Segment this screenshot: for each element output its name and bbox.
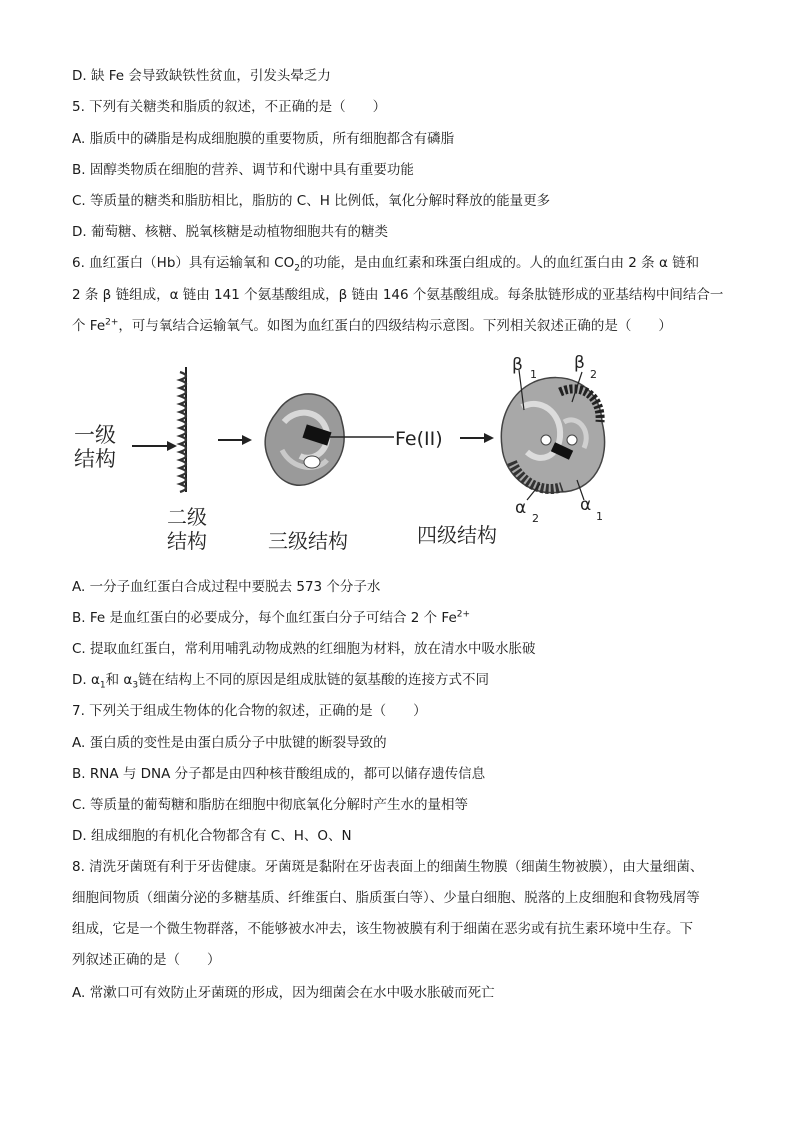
primary-structure-label-1: 一级: [74, 423, 116, 447]
question-8-stem-line2: 细胞间物质（细菌分泌的多糖基质、纤维蛋白、脂质蛋白等）、少量白细胞、脱落的上皮细胞和食物残屑等: [72, 890, 700, 906]
option-d-q7: D. 组成细胞的有机化合物都含有 C、H、O、N: [72, 828, 352, 844]
beta2-subscript: 2: [590, 368, 597, 381]
beta2-label: β: [574, 353, 585, 373]
quaternary-structure-label: 四级结构: [417, 523, 497, 547]
option-b-q6: B. Fe 是血红蛋白的必要成分，每个血红蛋白分子可结合 2 个 $Fe^{2+}$: [72, 609, 471, 626]
option-c-q7: C. 等质量的葡萄糖和脂肪在细胞中彻底氧化分解时产生水的量相等: [72, 797, 469, 813]
quaternary-structure-icon: [501, 370, 604, 500]
question-5-stem: 5. 下列有关糖类和脂质的叙述，不正确的是（ ）: [72, 99, 387, 115]
hemoglobin-structure-figure: [72, 352, 632, 562]
tertiary-structure-icon: [265, 394, 344, 485]
tertiary-structure-label: 三级结构: [268, 529, 348, 553]
alpha2-subscript: 2: [532, 512, 539, 525]
alpha2-label: α: [515, 498, 527, 518]
primary-structure-label-2: 结构: [74, 447, 116, 471]
secondary-structure-label-2: 结构: [167, 529, 207, 553]
question-7-stem: 7. 下列关于组成生物体的化合物的叙述，正确的是（ ）: [72, 703, 427, 719]
alpha1-label: α: [580, 495, 592, 515]
question-6-stem-line3: 个 $Fe^{2+}$，可与氧结合运输氧气。如图为血红蛋白的四级结构示意图。下列相关叙述正确的是（ ）: [72, 317, 672, 334]
option-a-q7: A. 蛋白质的变性是由蛋白质分子中肽键的断裂导致的: [72, 735, 387, 751]
option-a-q5: A. 脂质中的磷脂是构成细胞膜的重要物质，所有细胞都含有磷脂: [72, 131, 455, 147]
arrow-icon: [132, 441, 177, 451]
option-d-q5: D. 葡萄糖、核糖、脱氧核糖是动植物细胞共有的糖类: [72, 224, 388, 240]
option-a-q8: A. 常漱口可有效防止牙菌斑的形成，因为细菌会在水中吸水胀破而死亡: [72, 985, 495, 1001]
secondary-structure-label-1: 二级: [167, 505, 207, 529]
option-d-q4: D. 缺 Fe 会导致缺铁性贫血，引发头晕乏力: [72, 68, 331, 84]
option-c-q6: C. 提取血红蛋白，常利用哺乳动物成熟的红细胞为材料，放在清水中吸水胀破: [72, 641, 536, 657]
beta1-label: β: [512, 355, 523, 375]
option-b-q5: B. 固醇类物质在细胞的营养、调节和代谢中具有重要功能: [72, 162, 414, 178]
arrow-icon: [460, 433, 494, 443]
option-c-q5: C. 等质量的糖类和脂肪相比，脂肪的 C、H 比例低，氧化分解时释放的能量更多: [72, 193, 551, 209]
beta1-subscript: 1: [530, 368, 537, 381]
question-6-stem-line1: 6. 血红蛋白（Hb）具有运输氧和 $CO_2$的功能，是由血红素和珠蛋白组成的。人的血红蛋白由 2 条 α 链和: [72, 255, 700, 274]
question-8-stem-line4: 列叙述正确的是（ ）: [72, 952, 221, 968]
alpha1-subscript: 1: [596, 510, 603, 523]
option-b-q7: B. RNA 与 DNA 分子都是由四种核苷酸组成的，都可以储存遗传信息: [72, 766, 486, 782]
alpha-helix-icon: [180, 367, 186, 492]
question-8-stem-line3: 组成，它是一个微生物群落，不能够被水冲去，该生物被膜有利于细菌在恶劣或有抗生素环境中生存。下: [72, 921, 693, 937]
question-6-stem-line2: 2 条 β 链组成，α 链由 141 个氨基酸组成，β 链由 146 个氨基酸组成。每条肽链形成的亚基结构中间结合一: [72, 287, 724, 303]
option-d-q6: D. $\alpha_1$和 $\alpha_3$链在结构上不同的原因是组成肽链的氨基酸的连接方式不同: [72, 672, 490, 691]
option-a-q6: A. 一分子血红蛋白合成过程中要脱去 573 个分子水: [72, 579, 381, 595]
question-8-stem-line1: 8. 清洗牙菌斑有利于牙齿健康。牙菌斑是黏附在牙齿表面上的细菌生物膜（细菌生物被膜），由大量细菌、: [72, 859, 704, 875]
arrow-icon: [218, 435, 252, 445]
fe-ii-label: Fe(II): [395, 428, 443, 450]
